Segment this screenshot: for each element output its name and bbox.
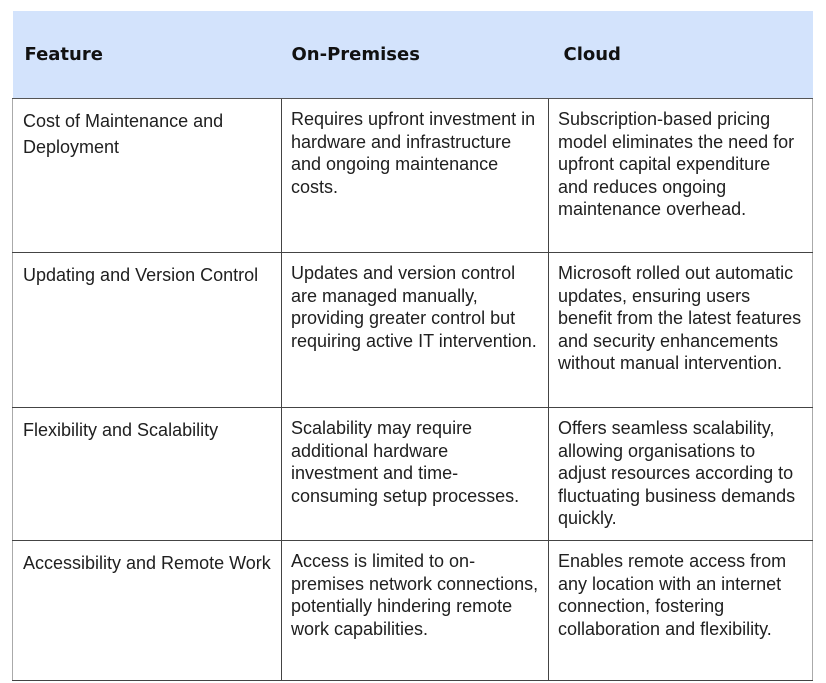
cloud-cell	[549, 541, 813, 681]
feature-text: Updating and Version Control	[23, 265, 259, 285]
on-premises-cell	[282, 99, 549, 253]
header-cloud: Cloud	[549, 11, 813, 99]
feature-cell	[13, 541, 282, 681]
on-premises-text: Requires upfront investment in hardware and infrastructure and ongoing maintenance costs.	[291, 109, 536, 197]
cloud-cell	[549, 408, 813, 541]
feature-text: Flexibility and Scalability	[23, 420, 219, 440]
header-row	[13, 11, 813, 99]
table-row	[13, 99, 813, 253]
cloud-text: Subscription-based pricing model eliminates the need for upfront capital expenditure and reduces ongoing maintenance overhead.	[558, 109, 795, 219]
table-row	[13, 541, 813, 681]
comparison-table-container	[12, 11, 812, 681]
feature-text: Cost of Maintenance and Deployment	[23, 111, 224, 157]
cloud-text: Enables remote access from any location with an internet connection, fostering collaboration and flexibility.	[558, 551, 787, 639]
on-premises-text: Access is limited to on-premises network connections, potentially hindering remote work capabilities.	[291, 551, 539, 639]
header-feature: Feature	[13, 11, 282, 99]
on-premises-text: Scalability may require additional hardware investment and time-consuming setup processes.	[291, 418, 520, 506]
table-header	[13, 11, 813, 99]
feature-cell	[13, 408, 282, 541]
table-row	[13, 253, 813, 408]
cloud-cell	[549, 253, 813, 408]
on-premises-cell	[282, 408, 549, 541]
on-premises-text: Updates and version control are managed manually, providing greater control but requiring active IT intervention.	[291, 263, 537, 351]
table-body	[13, 99, 813, 681]
cloud-cell	[549, 99, 813, 253]
header-on-premises: On-Premises	[282, 11, 549, 99]
table-row	[13, 408, 813, 541]
on-premises-cell	[282, 541, 549, 681]
cloud-text: Offers seamless scalability, allowing organisations to adjust resources according to fluctuating business demands quickly.	[558, 418, 796, 528]
comparison-table	[12, 11, 813, 681]
feature-text: Accessibility and Remote Work	[23, 553, 271, 573]
on-premises-cell	[282, 253, 549, 408]
feature-cell	[13, 99, 282, 253]
cloud-text: Microsoft rolled out automatic updates, ensuring users benefit from the latest features and security enhancements without manual intervention.	[558, 263, 802, 373]
feature-cell	[13, 253, 282, 408]
